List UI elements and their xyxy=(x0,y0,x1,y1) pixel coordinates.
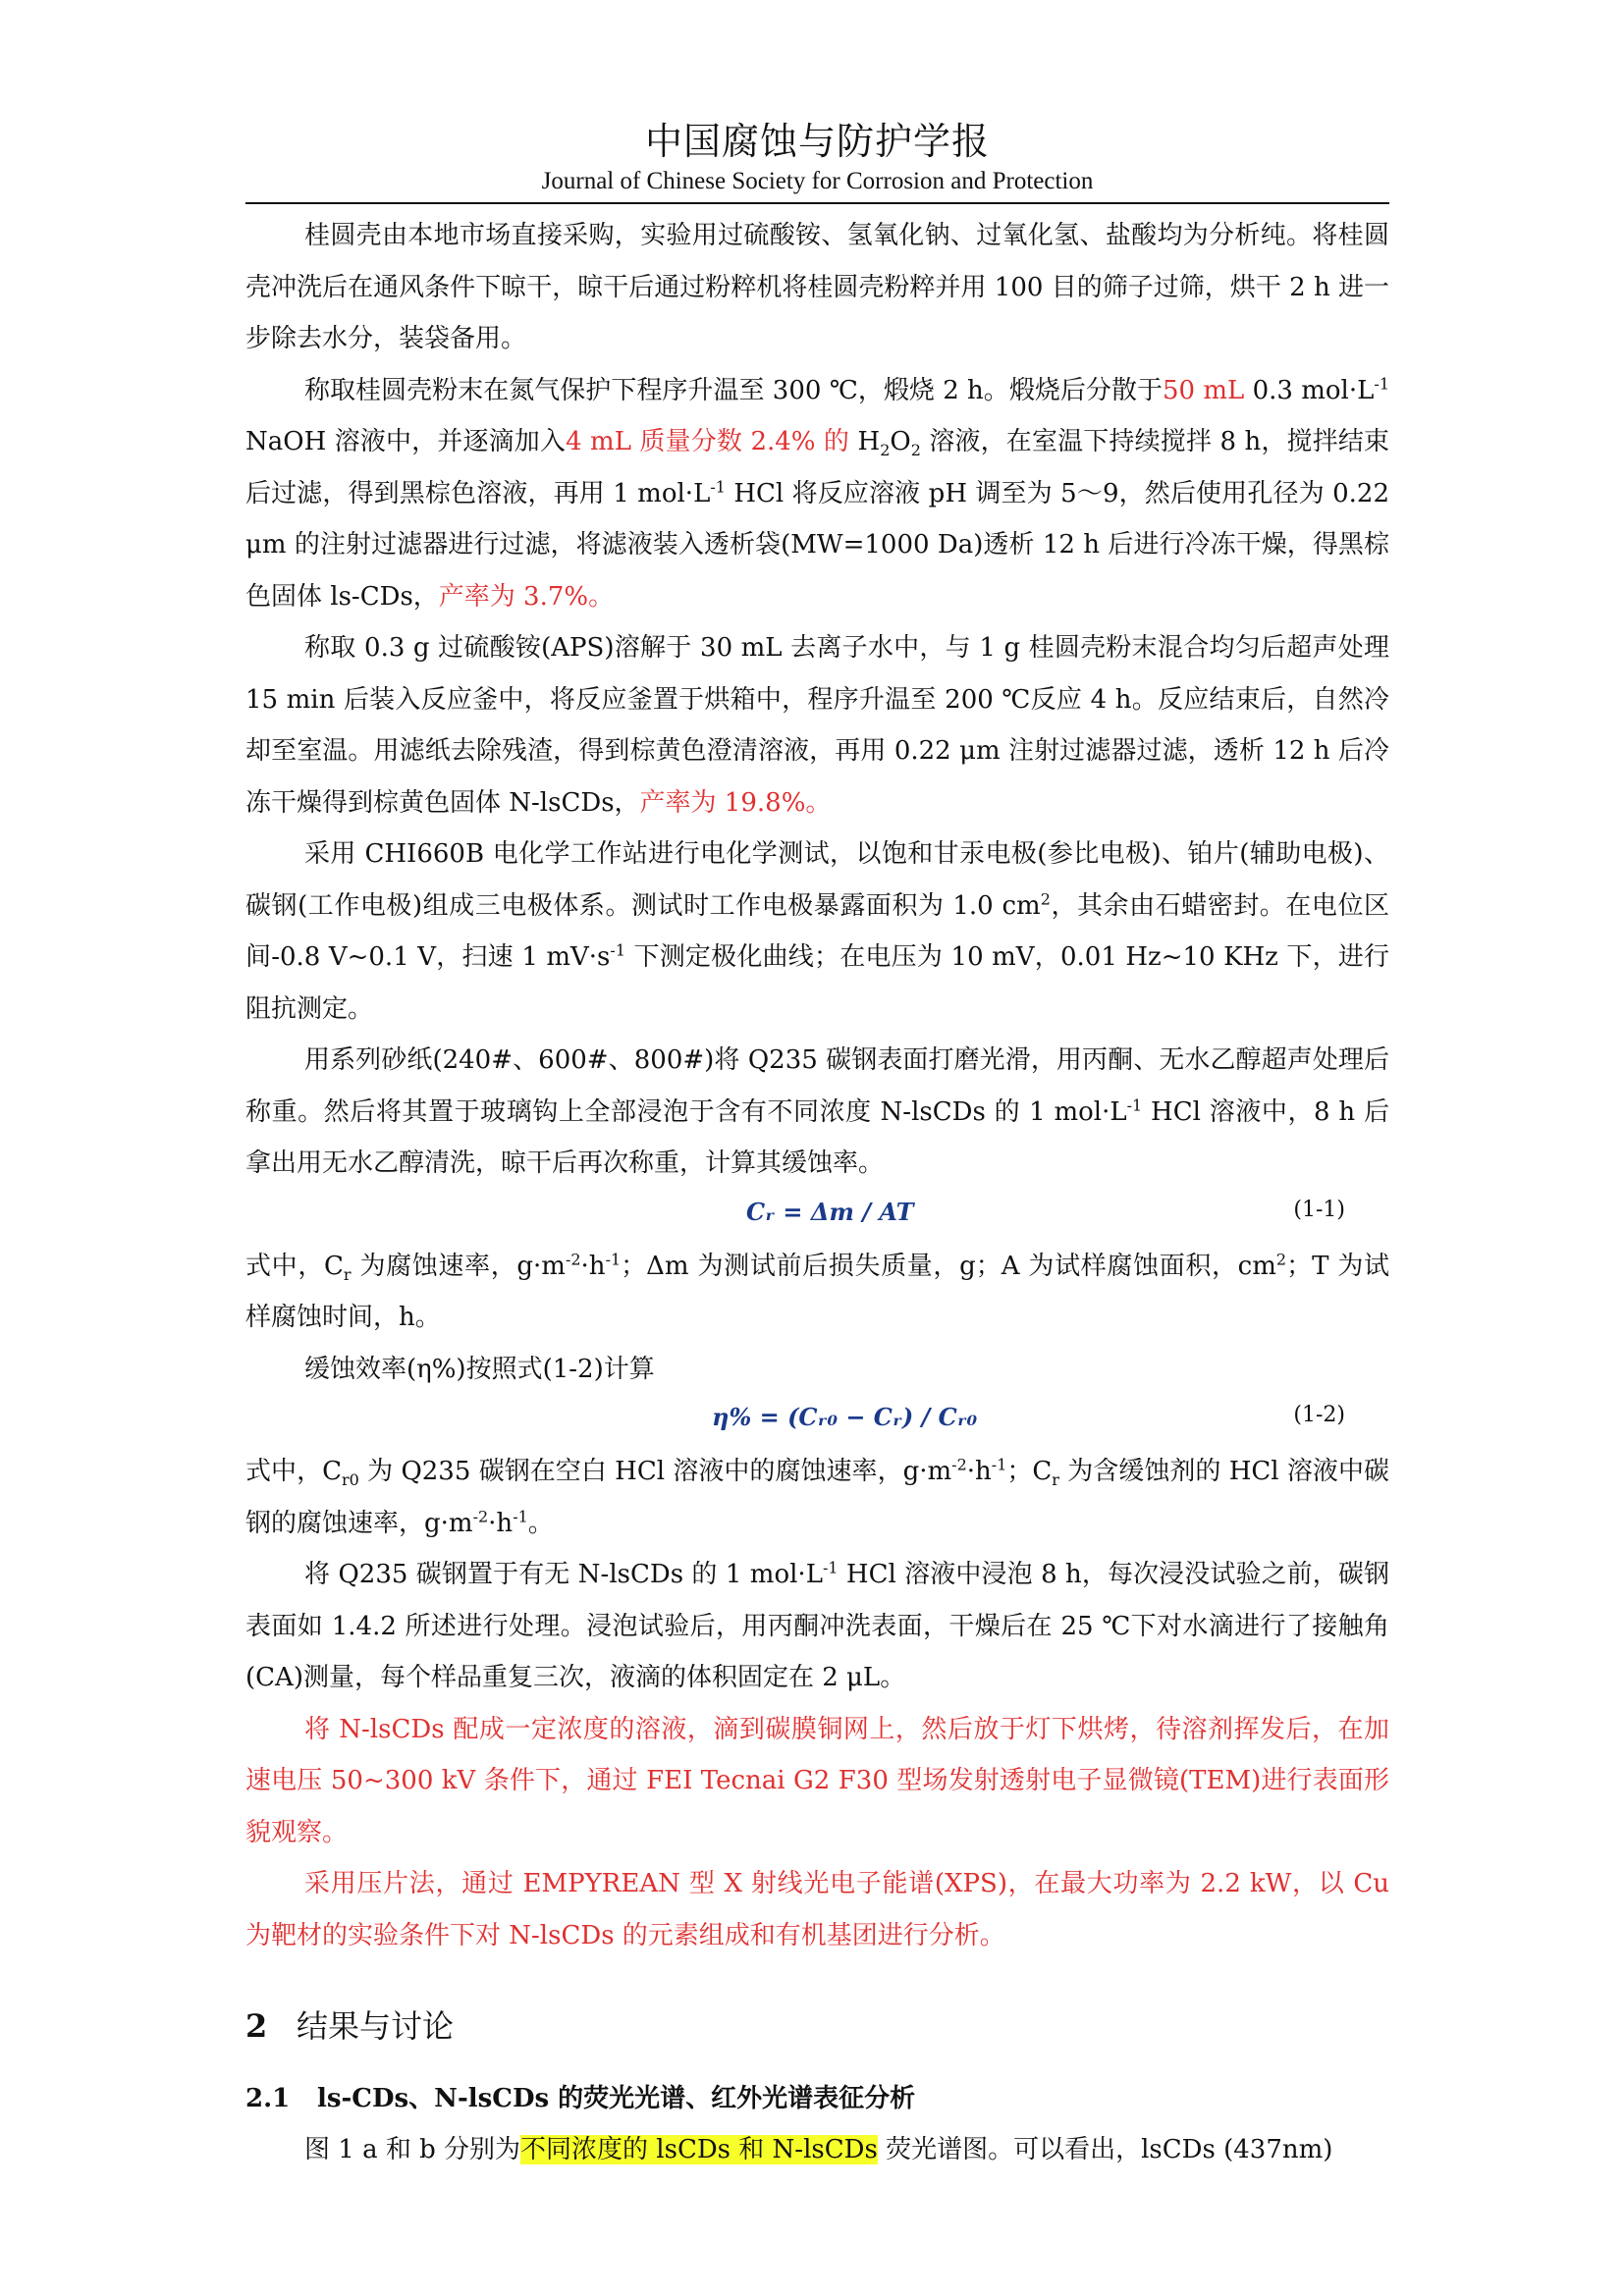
section-heading-2 xyxy=(245,1997,1389,2056)
paragraph-contact-angle: 将 Q235 碳钢置于有无 N-lsCDs 的 1 $mol\cdot L^{-1}$ HCl 溶液中浸泡 8 h，每次浸没试验之前，碳钢表面如 1.4.2 所述进行处理。浸泡试验后，用丙酮冲洗表面，干燥后在 25 ℃下对水滴进行了接触角(CA)测量，每个样品重复三次，液滴的体积固定在 2 μL。 xyxy=(245,1558,1389,1692)
equation-1-1-number: (1-1) xyxy=(1293,1197,1345,1222)
subsection-title: ls-CDs、N-lsCDs 的荧光光谱、红外光谱表征分析 xyxy=(317,2084,916,2113)
paragraph-tem: 将 N-lsCDs 配成一定浓度的溶液，滴到碳膜铜网上，然后放于灯下烘烤，待溶剂挥发后，在加速电压 50~300 kV 条件下，通过 FEI Tecnai G2 F30 型场发射透射电子显微镜(TEM)进行表面形貌观察。 xyxy=(245,1714,1389,1847)
paragraph-electrochemical-test: 采用 CHI660B 电化学工作站进行电化学测试，以饱和甘汞电极(参比电极)、铂片(辅助电极)、碳钢(工作电极)组成三电极体系。测试时工作电极暴露面积为 1.0 $cm^2$，其余由石蜡密封。在电位区间-0.8 V~0.1 V，扫速 1 $mV\cdot s^{-1}$ 下测定极化曲线；在电压为 10 mV，0.01 Hz~10 KHz 下，进行阻抗测定。 xyxy=(245,839,1389,1024)
paragraph-eq2-definitions: 式中，$C_{r0}$ 为 Q235 碳钢在空白 HCl 溶液中的腐蚀速率，$g\cdot m^{-2}\cdot h^{-1}$；$C_r$ 为含缓蚀剂的 HCl 溶液中碳钢的腐蚀速率，$g\cdot m^{-2}\cdot h^{-1}$。 xyxy=(245,1455,1389,1538)
subsection-number: 2.1 xyxy=(245,2084,291,2113)
document-body xyxy=(245,210,1389,2176)
paragraph-ls-cds-synthesis: 称取桂圆壳粉末在氮气保护下程序升温至 300 ℃，煅烧 2 h。煅烧后分散于50 mL 0.3 $mol\cdot L^{-1}$ NaOH 溶液中，并逐滴加入4 mL 质量分数 2.4% 的 $H_2O_2$ 溶液，在室温下持续搅拌 8 h，搅拌结束后过滤，得到黑棕色溶液，再用 1 $mol\cdot L^{-1}$ HCl 将反应溶液 pH 调至为 5～9，然后使用孔径为 0.22 μm 的注射过滤器进行过滤，将滤液装入透析袋(MW=1000 Da)透析 12 h 后进行冷冻干燥，得黑棕色固体 ls-CDs，产率为 3.7%。 xyxy=(245,373,1389,612)
equation-1-2 xyxy=(245,1395,1389,1446)
journal-title: 中国腐蚀与防护学报 xyxy=(644,120,990,163)
equation-1-2-formula: η% = (Cᵣ₀ − Cᵣ) / Cᵣ₀ xyxy=(712,1403,978,1431)
equation-1-1-formula: Cᵣ = Δm / AT xyxy=(746,1197,914,1226)
section-title: 结果与讨论 xyxy=(297,2007,455,2045)
paragraph-weight-loss: 用系列砂纸(240#、600#、800#)将 Q235 碳钢表面打磨光滑，用丙酮、无水乙醇超声处理后称重。然后将其置于玻璃钩上全部浸泡于含有不同浓度 N-lsCDs 的 1 $mol\cdot L^{-1}$ HCl 溶液中，8 h 后拿出用无水乙醇清洗，晾干后再次称重，计算其缓蚀率。 xyxy=(245,1045,1390,1178)
section-number: 2 xyxy=(245,2007,268,2045)
paragraph-xps: 采用压片法，通过 EMPYREAN 型 X 射线光电子能谱(XPS)，在最大功率为 2.2 kW，以 Cu 为靶材的实验条件下对 N-lsCDs 的元素组成和有机基团进行分析。 xyxy=(245,1869,1389,1950)
paragraph-fluorescence: 图 1 a 和 b 分别为不同浓度的 lsCDs 和 N-lsCDs 荧光谱图。可以看出，lsCDs (437nm) xyxy=(304,2135,1333,2164)
paragraph-n-lscds-synthesis: 称取 0.3 g 过硫酸铵(APS)溶解于 30 mL 去离子水中，与 1 g 桂圆壳粉末混合均匀后超声处理 15 min 后装入反应釜中，将反应釜置于烘箱中，程序升温至 200 ℃反应 4 h。反应结束后，自然冷却至室温。用滤纸去除残渣，得到棕黄色澄清溶液，再用 0.22 μm 注射过滤器过滤，透析 12 h 后冷冻干燥得到棕黄色固体 N-lsCDs，产率为 19.8%。 xyxy=(245,633,1389,818)
equation-1-2-number: (1-2) xyxy=(1293,1403,1345,1427)
journal-subtitle: Journal of Chinese Society for Corrosion and Protection xyxy=(541,168,1094,194)
subsection-heading-2-1 xyxy=(245,2073,1389,2124)
header-rule xyxy=(245,202,1389,204)
highlighted-text: 不同浓度的 lsCDs 和 N-lsCDs xyxy=(520,2135,878,2164)
paragraph-materials: 桂圆壳由本地市场直接采购，实验用过硫酸铵、氢氧化钠、过氧化氢、盐酸均为分析纯。将桂圆壳冲洗后在通风条件下晾干，晾干后通过粉粹机将桂圆壳粉粹并用 100 目的筛子过筛，烘干 2 h 进一步除去水分，装袋备用。 xyxy=(245,221,1389,353)
journal-header xyxy=(245,116,1389,196)
paragraph-eq1-definitions: 式中，$C_r$ 为腐蚀速率，$g\cdot m^{-2}\cdot h^{-1}$；Δm 为测试前后损失质量，g；A 为试样腐蚀面积，$cm^2$；T 为试样腐蚀时间，h。 xyxy=(245,1249,1389,1332)
paragraph-inhibition-efficiency: 缓蚀效率(η%)按照式(1-2)计算 xyxy=(304,1354,655,1384)
equation-1-1 xyxy=(245,1190,1389,1241)
